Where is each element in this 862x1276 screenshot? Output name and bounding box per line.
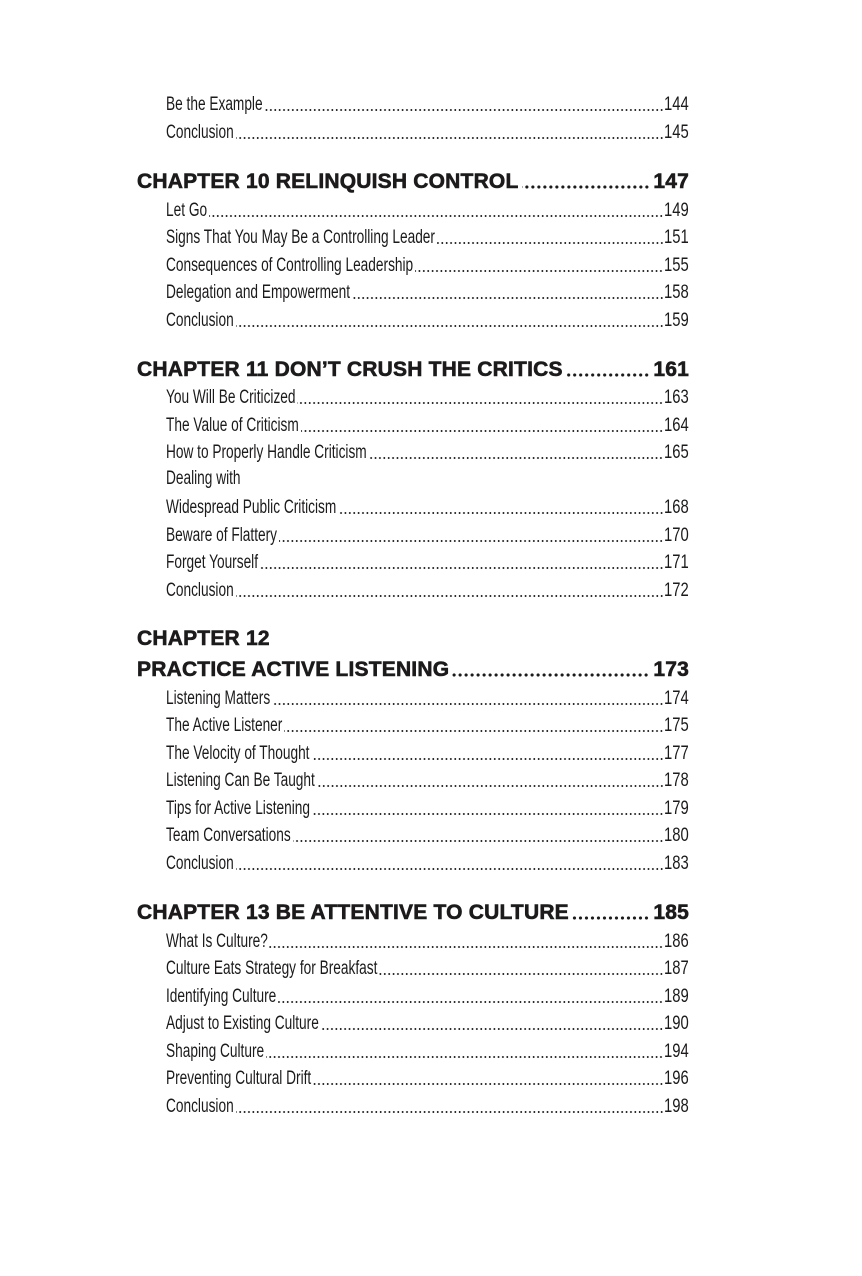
toc-entry[interactable] (166, 984, 689, 1008)
dot-leader (297, 401, 663, 405)
toc-entry[interactable] (166, 578, 689, 602)
toc-entry[interactable] (166, 440, 689, 464)
dot-leader (278, 1000, 663, 1004)
chapter-heading-10[interactable] (137, 168, 689, 194)
toc-entry[interactable] (166, 1011, 689, 1035)
dot-leader (437, 241, 664, 245)
entry-page-number: 155 (664, 255, 689, 276)
toc-entry[interactable] (166, 1094, 689, 1118)
dot-leader (415, 269, 663, 273)
chapter-page-number: 147 (653, 170, 689, 193)
entry-page-number: 196 (664, 1068, 689, 1089)
entry-page-number: 170 (664, 525, 689, 546)
dot-leader (566, 372, 650, 378)
toc-entry[interactable] (166, 768, 689, 792)
entry-page-number: 174 (664, 688, 689, 709)
dot-leader (209, 214, 663, 218)
entry-title: Conclusion (166, 310, 234, 331)
entry-title: Shaping Culture (166, 1041, 265, 1062)
entry-title: What Is Culture? (166, 931, 268, 952)
entry-page-number: 187 (664, 958, 689, 979)
entry-page-number: 175 (664, 715, 689, 736)
entry-page-number: 144 (664, 94, 689, 115)
dot-leader (293, 839, 664, 843)
dot-leader (312, 812, 664, 816)
dot-leader (236, 594, 664, 598)
toc-entry[interactable] (166, 92, 689, 116)
entry-title: You Will Be Criticized (166, 387, 296, 408)
chapter-title: PRACTICE ACTIVE LISTENING (137, 658, 450, 681)
toc-entry[interactable] (166, 686, 689, 710)
dot-leader (313, 1082, 664, 1086)
entry-page-number: 189 (664, 986, 689, 1007)
entry-title: Listening Matters (166, 688, 271, 709)
entry-page-number: 151 (664, 227, 689, 248)
toc-entry[interactable] (166, 851, 689, 875)
entry-page-number: 165 (664, 442, 689, 463)
entry-page-number: 163 (664, 387, 689, 408)
dot-leader (236, 324, 664, 328)
chapter-heading-12[interactable] (137, 656, 689, 682)
entry-title: Conclusion (166, 580, 234, 601)
toc-entry[interactable] (166, 120, 689, 144)
toc-entry[interactable] (166, 413, 689, 437)
dot-leader (452, 672, 649, 678)
toc-entry[interactable] (166, 550, 689, 574)
dot-leader (352, 296, 664, 300)
toc-entry[interactable] (166, 796, 689, 820)
entry-title: Beware of Flattery (166, 525, 278, 546)
entry-page-number: 177 (664, 743, 689, 764)
toc-entry[interactable] (166, 308, 689, 332)
entry-title: Tips for Active Listening (166, 798, 310, 819)
toc-entry-line1[interactable] (166, 468, 689, 492)
entry-title: Dealing with (166, 468, 241, 489)
entry-title: Preventing Cultural Drift (166, 1068, 312, 1089)
toc-entry[interactable] (166, 741, 689, 765)
dot-leader (321, 1027, 663, 1031)
dot-leader (265, 108, 664, 112)
entry-title: Signs That You May Be a Controlling Leader (166, 227, 435, 248)
entry-title: Conclusion (166, 853, 234, 874)
entry-title: Delegation and Empowerment (166, 282, 351, 303)
entry-title: Consequences of Controlling Leadership (166, 255, 414, 276)
entry-page-number: 172 (664, 580, 689, 601)
dot-leader (236, 136, 664, 140)
entry-page-number: 171 (664, 552, 689, 573)
entry-title: How to Properly Handle Criticism (166, 442, 367, 463)
toc-entry[interactable] (166, 495, 689, 519)
dot-leader (317, 784, 664, 788)
toc-entry[interactable] (166, 198, 689, 222)
entry-page-number: 178 (664, 770, 689, 791)
toc-entry[interactable] (166, 1066, 689, 1090)
entry-page-number: 198 (664, 1096, 689, 1117)
dot-leader (338, 511, 664, 515)
toc-entry[interactable] (166, 523, 689, 547)
entry-page-number: 183 (664, 853, 689, 874)
dot-leader (236, 867, 664, 871)
chapter-number-label-12 (137, 627, 689, 653)
chapter-page-number: 185 (653, 901, 689, 924)
toc-entry[interactable] (166, 225, 689, 249)
entry-page-number: 190 (664, 1013, 689, 1034)
dot-leader (522, 184, 650, 190)
entry-page-number: 194 (664, 1041, 689, 1062)
toc-entry[interactable] (166, 280, 689, 304)
entry-title: Let Go (166, 200, 208, 221)
toc-entry[interactable] (166, 956, 689, 980)
toc-entry[interactable] (166, 713, 689, 737)
entry-page-number: 186 (664, 931, 689, 952)
entry-title: Team Conversations (166, 825, 291, 846)
entry-title: Conclusion (166, 122, 234, 143)
dot-leader (301, 429, 663, 433)
chapter-title: CHAPTER 11 DON’T CRUSH THE CRITICS (137, 358, 563, 381)
entry-page-number: 179 (664, 798, 689, 819)
entry-page-number: 180 (664, 825, 689, 846)
entry-page-number: 164 (664, 415, 689, 436)
chapter-page-number: 173 (653, 658, 689, 681)
dot-leader (312, 757, 664, 761)
toc-entry[interactable] (166, 1039, 689, 1063)
entry-title-line2: Widespread Public Criticism (166, 497, 337, 518)
entry-page-number: 159 (664, 310, 689, 331)
dot-leader (236, 1110, 664, 1114)
chapter-heading-13[interactable] (137, 899, 689, 925)
dot-leader (284, 729, 664, 733)
dot-leader (269, 945, 663, 949)
chapter-title: CHAPTER 10 RELINQUISH CONTROL (137, 170, 519, 193)
dot-leader (266, 1055, 663, 1059)
entry-title: Forget Yourself (166, 552, 259, 573)
dot-leader (379, 972, 664, 976)
entry-title: Identifying Culture (166, 986, 277, 1007)
entry-title: Be the Example (166, 94, 263, 115)
dot-leader (272, 702, 664, 706)
entry-page-number: 168 (664, 497, 689, 518)
toc-entry[interactable] (166, 823, 689, 847)
entry-title: Listening Can Be Taught (166, 770, 315, 791)
entry-title: Culture Eats Strategy for Breakfast (166, 958, 378, 979)
toc-entry[interactable] (166, 929, 689, 953)
entry-title: Adjust to Existing Culture (166, 1013, 319, 1034)
chapter-heading-11[interactable] (137, 356, 689, 382)
dot-leader (572, 915, 649, 921)
entry-page-number: 158 (664, 282, 689, 303)
entry-title: Conclusion (166, 1096, 234, 1117)
chapter-number: CHAPTER 12 (137, 627, 270, 650)
toc-entry[interactable] (166, 253, 689, 277)
chapter-page-number: 161 (653, 358, 689, 381)
dot-leader (279, 539, 663, 543)
dot-leader (368, 456, 663, 460)
dot-leader (260, 566, 664, 570)
entry-title: The Velocity of Thought (166, 743, 310, 764)
chapter-title: CHAPTER 13 BE ATTENTIVE TO CULTURE (137, 901, 569, 924)
entry-page-number: 149 (664, 200, 689, 221)
entry-page-number: 145 (664, 122, 689, 143)
entry-title: The Active Listener (166, 715, 283, 736)
toc-entry[interactable] (166, 385, 689, 409)
entry-title: The Value of Criticism (166, 415, 299, 436)
